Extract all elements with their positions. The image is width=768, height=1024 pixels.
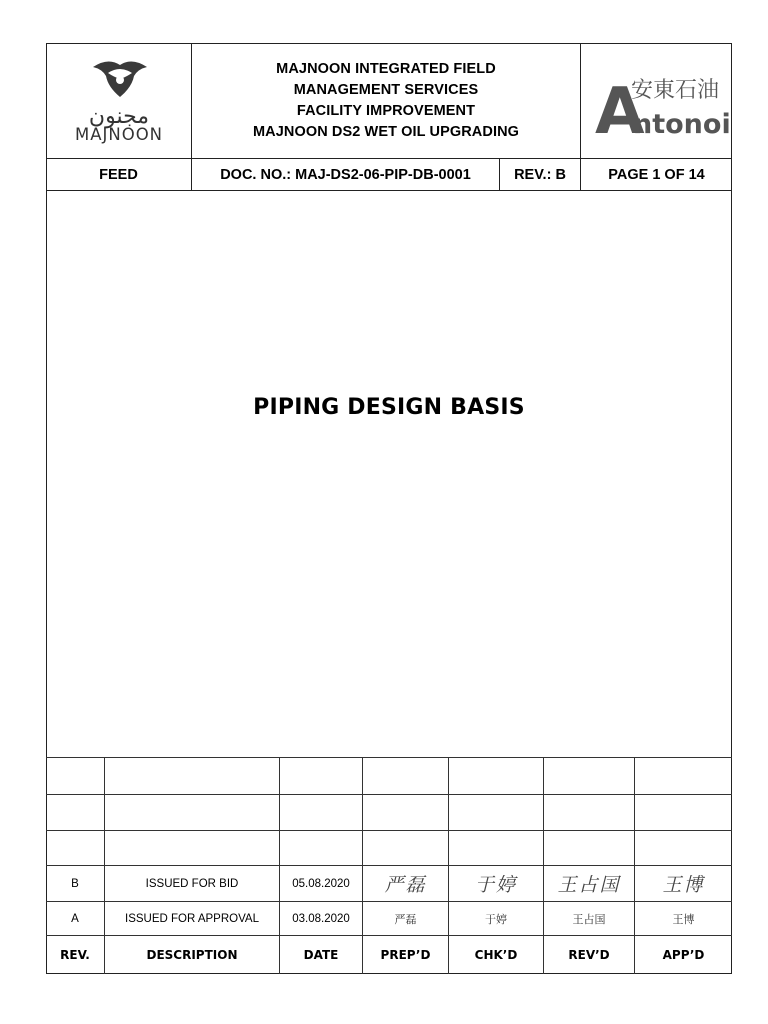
revision-table — [46, 757, 732, 974]
table-cell — [362, 794, 448, 830]
revision-label: REV.: B — [500, 159, 581, 191]
column-header-rev: REV. — [46, 935, 104, 974]
table-cell — [46, 794, 104, 830]
table-cell — [104, 794, 279, 830]
column-header-chkd: CHK’D — [448, 935, 543, 974]
signature-app: 王博 — [634, 865, 732, 901]
page-count: PAGE 1 OF 14 — [581, 159, 732, 191]
description-cell: ISSUED FOR BID — [104, 865, 279, 901]
svg-text:مجنون: مجنون — [88, 104, 150, 129]
table-cell — [362, 757, 448, 794]
table-cell — [279, 830, 362, 865]
table-cell — [543, 794, 634, 830]
table-cell — [279, 794, 362, 830]
signature-chk: 于婷 — [448, 865, 543, 901]
table-cell — [543, 757, 634, 794]
title-line: MAJNOON INTEGRATED FIELD — [276, 60, 496, 77]
table-cell — [46, 757, 104, 794]
signature-prep: 严磊 — [362, 865, 448, 901]
title-line: FACILITY IMPROVEMENT — [296, 102, 476, 119]
svg-text:MAJNOON: MAJNOON — [74, 125, 164, 144]
rev-cell: B — [46, 865, 104, 901]
description-cell: ISSUED FOR APPROVAL — [104, 901, 279, 935]
table-cell — [46, 830, 104, 865]
column-header-appd: APP’D — [634, 935, 732, 974]
svg-text:ntonoil: ntonoil — [633, 109, 732, 140]
reviewed-by-cell: 王占国 — [543, 901, 634, 935]
table-cell — [634, 830, 732, 865]
document-number: DOC. NO.: MAJ-DS2-06-PIP-DB-0001 — [192, 159, 500, 191]
approved-by-cell: 王博 — [634, 901, 732, 935]
table-cell — [634, 794, 732, 830]
prepared-by-cell: 严磊 — [362, 901, 448, 935]
phase-label: FEED — [46, 159, 192, 191]
rev-cell: A — [46, 901, 104, 935]
project-title — [192, 43, 581, 159]
title-block — [46, 43, 732, 191]
table-cell — [448, 794, 543, 830]
table-cell — [279, 757, 362, 794]
table-cell — [634, 757, 732, 794]
majnoon-logo — [46, 43, 192, 159]
svg-text:A: A — [595, 75, 645, 149]
table-cell — [104, 757, 279, 794]
document-title: PIPING DESIGN BASIS — [253, 395, 525, 420]
svg-text:安東石油: 安東石油 — [631, 78, 720, 103]
antonoil-logo — [581, 43, 732, 159]
table-cell — [104, 830, 279, 865]
table-cell — [448, 830, 543, 865]
table-cell — [448, 757, 543, 794]
column-header-date: DATE — [279, 935, 362, 974]
checked-by-cell: 于婷 — [448, 901, 543, 935]
date-cell: 05.08.2020 — [279, 865, 362, 901]
column-header-prepd: PREP’D — [362, 935, 448, 974]
title-line: MANAGEMENT SERVICES — [293, 81, 479, 98]
table-cell — [362, 830, 448, 865]
table-cell — [543, 830, 634, 865]
column-header-description: DESCRIPTION — [104, 935, 279, 974]
title-line: MAJNOON DS2 WET OIL UPGRADING — [252, 123, 520, 140]
date-cell: 03.08.2020 — [279, 901, 362, 935]
signature-rev: 王占国 — [543, 865, 634, 901]
column-header-revd: REV’D — [543, 935, 634, 974]
